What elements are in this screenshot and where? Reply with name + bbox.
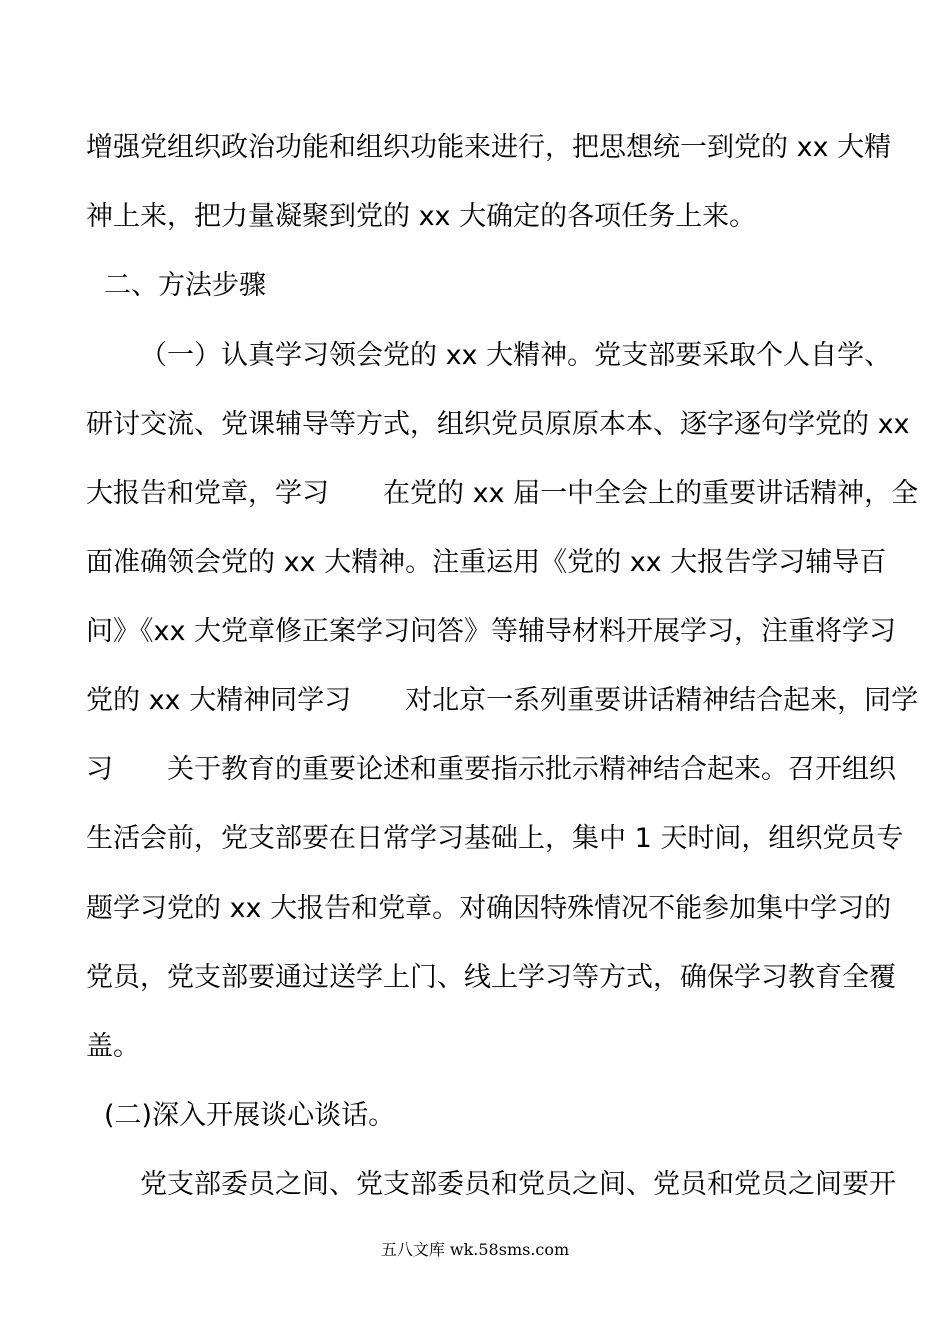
paragraph-line: 党支部委员之间、党支部委员和党员之间、党员和党员之间要开 [140, 1169, 896, 1200]
page-footer: 五八文库 wk.58sms.com [380, 1240, 570, 1259]
paragraph-line: 问》《xx 大党章修正案学习问答》等辅导材料开展学习，注重将学习 [86, 616, 897, 647]
paragraph-line: 大报告和党章，学习 在党的 xx 届一中全会上的重要讲话精神，全 [86, 478, 919, 509]
paragraph-line: 盖。 [86, 1031, 140, 1062]
paragraph-line: （一）认真学习领会党的 xx 大精神。党支部要采取个人自学、 [140, 340, 892, 371]
section-heading: 二、方法步骤 [104, 270, 266, 301]
paragraph-line: 习 关于教育的重要论述和重要指示批示精神结合起来。召开组织 [86, 754, 896, 785]
paragraph-line: 神上来，把力量凝聚到党的 xx 大确定的各项任务上来。 [86, 201, 757, 232]
paragraph-line: 党员，党支部要通过送学上门、线上学习等方式，确保学习教育全覆 [86, 962, 896, 993]
paragraph-line: 党的 xx 大精神同学习 对北京一系列重要讲话精神结合起来，同学 [86, 685, 919, 716]
paragraph-line: 生活会前，党支部要在日常学习基础上，集中 1 天时间，组织党员专 [86, 823, 904, 854]
paragraph-line: 题学习党的 xx 大报告和党章。对确因特殊情况不能参加集中学习的 [86, 893, 892, 924]
paragraph-line: 面准确领会党的 xx 大精神。注重运用《党的 xx 大报告学习辅导百 [86, 547, 887, 578]
paragraph-line: 研讨交流、党课辅导等方式，组织党员原原本本、逐字逐句学党的 xx [86, 409, 910, 440]
section-heading: (二)深入开展谈心谈话。 [104, 1100, 396, 1131]
paragraph-line: 增强党组织政治功能和组织功能来进行，把思想统一到党的 xx 大精 [86, 132, 892, 163]
